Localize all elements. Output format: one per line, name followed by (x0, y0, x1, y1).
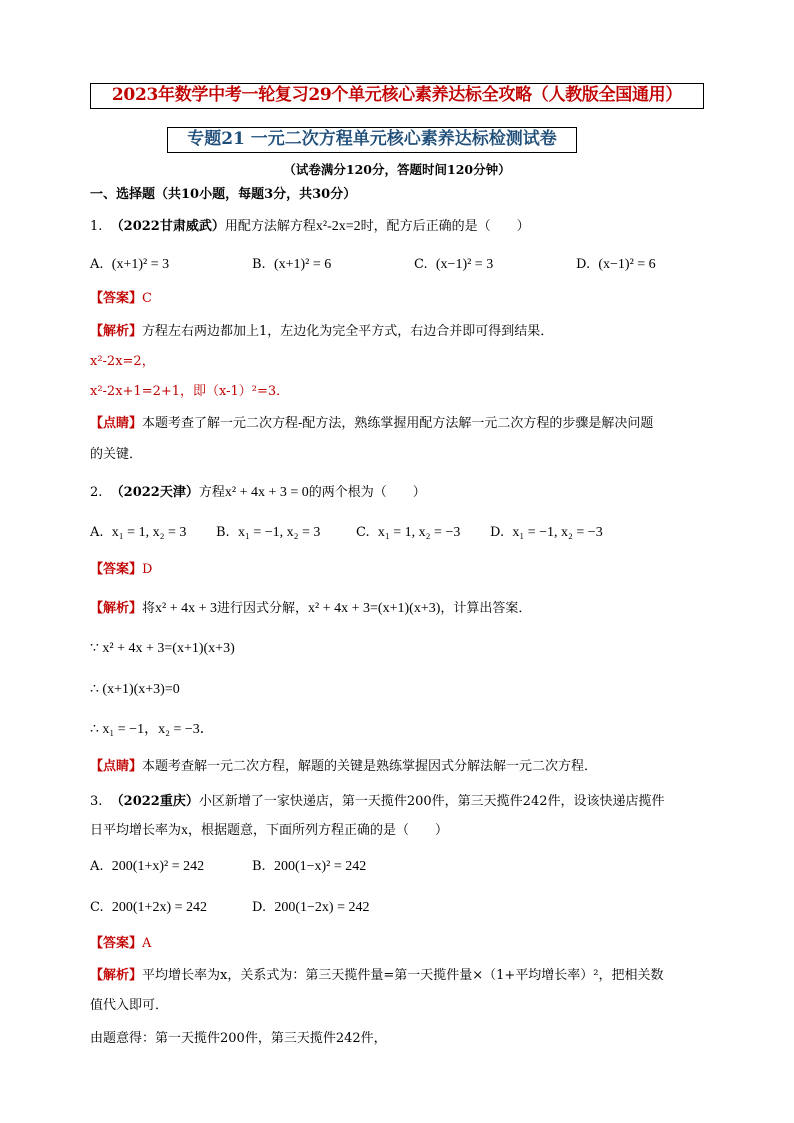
variable: x (181, 823, 189, 838)
q1-comment-cont: 的关键． (90, 447, 143, 462)
analysis-tag: 【解析】 (90, 968, 143, 983)
option-label: A. (90, 525, 104, 540)
q3-step-1: 由题意得：第一天揽件200件，第三天揽件242件， (90, 1031, 387, 1046)
q1-source: （2022甘肃威武） (110, 219, 225, 234)
option-text: (x+1)² = 6 (273, 257, 332, 272)
option-text: x₁ = 1, x₂ = 3 (111, 525, 187, 540)
q2-step-1: ∵ x² + 4x + 3=(x+1)(x+3) (90, 641, 235, 656)
q1-equation: x²-2x=2 (315, 219, 361, 234)
option-text: (x−1)² = 6 (598, 257, 656, 272)
option-text: x₁ = −1, x₂ = 3 (237, 525, 321, 540)
document-subtitle: 专题21 一元二次方程单元核心素养达标检测试卷 (167, 127, 577, 153)
q2-comment (90, 758, 597, 776)
option-text: 200(1−2x) = 242 (274, 900, 370, 915)
q1-option-a (90, 256, 169, 274)
q1-analysis (90, 323, 553, 341)
q3-analysis (90, 967, 664, 985)
answer-value: D (142, 562, 153, 577)
option-text: 200(1+x)² = 242 (111, 859, 205, 874)
option-label: D. (576, 257, 591, 272)
q2-step-2: ∴ (x+1)(x+3)=0 (90, 682, 180, 697)
q2-analysis (90, 600, 531, 618)
comment-tag: 【点睛】 (90, 759, 143, 774)
q2-answer (90, 561, 152, 579)
q3-option-b (252, 858, 366, 876)
q1-option-b (252, 256, 331, 274)
analysis-expression: x² + 4x + 3 (155, 601, 218, 616)
q2-stem-pre: 方程 (198, 485, 225, 500)
answer-tag: 【答案】 (90, 562, 143, 577)
exam-info: （试卷满分120分，答题时间120分钟） (283, 162, 511, 177)
option-text: 200(1+2x) = 242 (111, 900, 208, 915)
stem-text: 日平均增长率为 (90, 823, 182, 838)
q2-option-a (90, 524, 186, 542)
q1-answer (90, 290, 152, 308)
analysis-text: 进行因式分解， (217, 601, 309, 616)
q1-number: 1. (90, 219, 103, 234)
analysis-text: 将 (142, 601, 156, 616)
q3-option-d (252, 899, 369, 917)
q3-answer (90, 935, 151, 953)
q3-analysis-cont: 值代入即可． (90, 998, 169, 1013)
option-label: B. (216, 525, 230, 540)
q1-option-c (414, 256, 493, 274)
option-label: C. (356, 525, 370, 540)
answer-tag: 【答案】 (90, 291, 143, 306)
option-text: 200(1−x)² = 242 (273, 859, 367, 874)
q3-number: 3. (90, 794, 103, 809)
q2-option-b (216, 524, 320, 542)
option-label: A. (90, 257, 104, 272)
analysis-text: 方程左右两边都加上1，左边化为完全平方式，右边合并即可得到结果． (142, 324, 554, 339)
comment-text: 本题考查了解一元二次方程-配方法，熟练掌握用配方法解一元二次方程的步骤是解决问题 (142, 416, 654, 431)
q1-step-1: x²-2x=2， (90, 354, 155, 369)
q1-stem-pre: 用配方法解方程 (224, 219, 316, 234)
q2-stem (90, 484, 426, 502)
comment-text: 本题考查解一元二次方程，解题的关键是熟练掌握因式分解法解一元二次方程． (142, 759, 598, 774)
option-text: x₁ = 1, x₂ = −3 (377, 525, 461, 540)
q3-stem-line1: 小区新增了一家快递店，第一天揽件200件，第三天揽件242件，设该快递店揽件 (198, 794, 665, 809)
comment-tag: 【点睛】 (90, 416, 143, 431)
q2-step-3: ∴ x₁ = −1，x₂ = −3． (90, 722, 214, 737)
q2-number: 2. (90, 485, 103, 500)
option-label: D. (252, 900, 267, 915)
option-text: x₁ = −1, x₂ = −3 (512, 525, 603, 540)
answer-tag: 【答案】 (90, 936, 143, 951)
option-label: B. (252, 859, 266, 874)
document-title: 2023年数学中考一轮复习29个单元核心素养达标全攻略（人教版全国通用） (90, 83, 704, 109)
q1-option-d (576, 256, 656, 274)
stem-text: ，根据题意，下面所列方程正确的是（ ） (188, 823, 449, 838)
option-text: (x−1)² = 3 (435, 257, 494, 272)
section-heading: 一、选择题（共10小题，每题3分，共30分） (90, 187, 357, 202)
option-text: (x+1)² = 3 (111, 257, 170, 272)
q3-stem-cont (90, 822, 448, 840)
q1-comment (90, 415, 653, 433)
q1-stem-post: 时，配方后正确的是（ ） (360, 219, 530, 234)
q2-option-d (490, 524, 603, 542)
q2-source: （2022天津） (110, 485, 199, 500)
analysis-text: 平均增长率为x，关系式为：第三天揽件量=第一天揽件量×（1+平均增长率）²，把相关数 (142, 968, 664, 983)
analysis-tag: 【解析】 (90, 324, 143, 339)
option-label: C. (414, 257, 428, 272)
analysis-tag: 【解析】 (90, 601, 143, 616)
q2-equation: x² + 4x + 3 = 0 (224, 485, 309, 500)
analysis-text: ，计算出答案． (440, 601, 532, 616)
q2-option-c (356, 524, 460, 542)
q3-option-c (90, 899, 207, 917)
answer-value: A (142, 936, 152, 951)
q3-stem (90, 793, 665, 811)
q1-stem (90, 218, 530, 236)
q1-step-2: x²-2x+1=2+1，即（x-1）²=3． (90, 384, 290, 399)
q3-source: （2022重庆） (110, 794, 199, 809)
answer-value: C (142, 291, 152, 306)
option-label: A. (90, 859, 104, 874)
option-label: B. (252, 257, 266, 272)
analysis-factorization: x² + 4x + 3=(x+1)(x+3) (308, 601, 441, 616)
q3-option-a (90, 858, 204, 876)
option-label: C. (90, 900, 104, 915)
q2-stem-post: 的两个根为（ ） (308, 485, 426, 500)
option-label: D. (490, 525, 505, 540)
